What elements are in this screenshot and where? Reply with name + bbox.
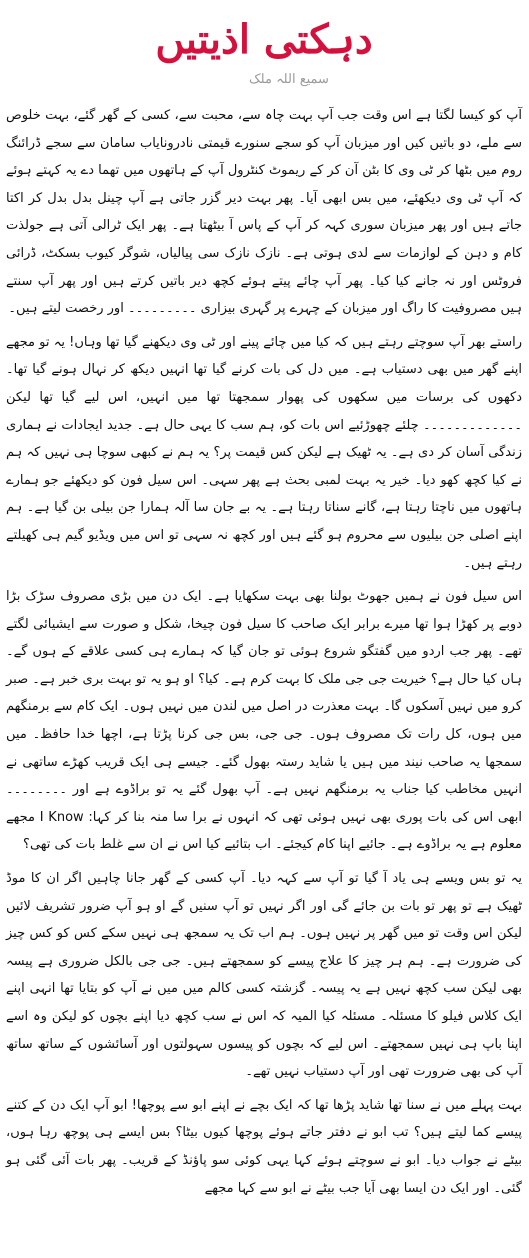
paragraph: اس سیل فون نے ہمیں جھوٹ بولنا بھی بہت سکھایا ہے۔ ایک دن میں بڑی مصروف سڑک بڑا دوبے پر کھڑا ہوا تھا میرے برابر ایک صاحب کا سیل فون چیخا، شکل و صورت سے ایشیائی لگتے تھے۔ پھر جب اردو میں گفتگو شروع ہوئی تو جان گیا کہ ہمارے ہی کسی علاقے کے ہوں گے۔ ہاں کیا حال ہے؟ خیریت جی جی ملک کا بہت کرم ہے۔ کیا؟ او ہو یہ تو بہت بری خبر ہے۔ صبر کرو میں نہیں آسکوں گا۔ بہت معذرت در اصل میں لندن میں نہیں ہوں۔ ایک کام سے برمنگھم میں ہوں، کل رات تک مصروف ہوں۔ جی جی، بس جی کرنا پڑتا ہے، اچھا خدا حافظ۔ میں سمجھا یہ صاحب نیند میں ہیں یا شاید رستہ بھول گئے۔ جیسے ہی ایک قریب کھڑے ساتھی نے انہیں مخاطب کیا جناب یہ برمنگھم نہیں ہے۔ آپ بھول گئے یہ تو براڈوے ہے اور ۔۔۔۔۔۔۔۔ ابھی اس کی بات پوری بھی نہیں ہوئی تھی کہ انہوں نے برا سا منہ بنا کر کہا: I Know مجھے معلوم ہے یہ براڈوے ہے۔ جائیے اپنا کام کیجئے۔ اب بتائیے کیا اس نے ان سے غلط بات کی تھی؟: [6, 589, 522, 853]
article-body: [6, 102, 522, 1202]
author-area: [6, 68, 522, 92]
paragraph: راستے بھر آپ سوچتے رہتے ہیں کہ کیا میں چائے پینے اور ٹی وی دیکھنے گیا تھا وہاں! یہ تو مجھے اپنے گھر میں بھی دستیاب ہے۔ میں دل کی بات کرنے گیا تھا انہیں دیکھ کر نہال ہونے گیا تھا۔ دکھوں کی برسات میں سکھوں کی پھوار سمجھتا تھا میں انہیں، اس لیے گیا تھا لیکن ۔۔۔۔۔۔۔۔۔۔۔۔۔ چلئے چھوڑئیے اس بات کو، ہم سب کا یہی حال ہے۔ جدید ایجادات نے ہماری زندگی آسان کر دی ہے۔ یہ ٹھیک ہے لیکن کس قیمت پر؟ یہ ہم نے کبھی سوچا ہی نہیں کہ ہم نے کیا کچھ کھو دیا۔ خیر یہ بہت لمبی بحث ہے پھر سہی۔ اس سیل فون کو دیکھئے جو ہمارے ہاتھوں میں ناچتا رہتا ہے، گانے سناتا رہتا ہے۔ یہ بے جان سا آلہ ہمارا جن بیلی بن گیا ہے۔ ہم اپنے اصلی جن بیلیوں سے محروم ہو گئے ہیں اور کچھ نہ سہی تو اس میں ویڈیو گیم ہی کھیلتے رہتے ہیں۔: [6, 334, 522, 571]
author-name: سمیع اللہ ملک: [249, 72, 329, 87]
title-area: [6, 0, 522, 70]
paragraph: بہت پہلے میں نے سنا تھا شاید پڑھا تھا کہ ایک بچے نے اپنے ابو سے پوچھا! ابو آپ ایک دن کے کتنے پیسے کما لیتے ہیں؟ تب ابو نے دفتر جاتے ہوئے پوچھا کیوں بیٹا؟ بس ایسے ہی پوچھ رہا ہوں، بیٹے نے جواب دیا۔ ابو نے سوچتے ہوئے کہا یہی کوئی سو پاؤنڈ کے قریب۔ پھر بات آئی گئی ہو گئی۔ اور ایک دن ایسا بھی آیا جب بیٹے نے ابو سے کہا مجھے: [6, 1097, 522, 1196]
article-title: دہکتی اذیتیں: [155, 16, 373, 63]
paragraph: آپ کو کیسا لگتا ہے اس وقت جب آپ بہت چاہ سے، محبت سے، کسی کے گھر گئے، بہت خلوص سے ملے، دو باتیں کیں اور میزبان آپ کو سجے سنورے قیمتی نادرونایاب سامان سے سجے ڈرائنگ روم میں بٹھا کر ٹی وی کا بٹن آن کر کے ریموٹ کنٹرول آپ کے ہاتھوں میں تھما دے یہ کہتے ہوئے کہ آپ ٹی وی دیکھئے، میں بس ابھی آیا۔ پھر بہت دیر گزر جاتی ہے آپ چینل بدل بدل کر اکتا جاتے ہیں اور پھر میزبان سوری کہہ کر آپ کے پاس آ بیٹھتا ہے۔ پھر ایک ٹرالی آتی ہے جولذت کام و دہن کے لوازمات سے لدی ہوتی ہے۔ نازک نازک سی پیالیاں، شوگر کیوب بسکٹ، ڈرائی فروٹس اور نہ جانے کیا کیا۔ پھر آپ چائے پیتے ہوئے کچھ دیر باتیں کرتے ہیں اور پھر آپ سنتے ہیں مصروفیت کا راگ اور میزبان کے چہرے پر گہری بیزاری ۔۔۔۔۔۔۔۔۔ اور رخصت لیتے ہیں۔: [6, 108, 522, 317]
paragraph: یہ تو بس ویسے ہی یاد آ گیا تو آپ سے کہہ دیا۔ آپ کسی کے گھر جانا چاہیں اگر ان کا موڈ ٹھیک ہے تو پھر تو بات بن جائے گی اور اگر نہیں تو آپ سنیں گے او ہو آپ ضرور تشریف لائیں لیکن اس وقت تو میں گھر پر نہیں ہوں۔ ہم اب تک یہ سمجھ ہی نہیں سکے کس کو کس چیز کی ضرورت ہے۔ ہم ہر چیز کا علاج پیسے کو سمجھتے ہیں۔ جی جی بالکل ضروری ہے پیسہ بھی لیکن سب کچھ نہیں ہے یہ پیسہ۔ گزشتہ کسی کالم میں میں نے آپ کو بتایا تھا انہی اپنے ایک کلاس فیلو کا مسئلہ۔ مسئلہ کیا المیہ کہ اس نے سب کچھ دیا اپنے بچوں کو لیکن وہ اسے اپنا باپ ہی نہیں سمجھتے۔ اس لیے کہ بچوں کو پیسوں سہولتوں اور آسائشوں کے ساتھ ساتھ آپ کی بھی ضرورت تھی اور آپ دستیاب نہیں تھے۔: [6, 871, 522, 1080]
